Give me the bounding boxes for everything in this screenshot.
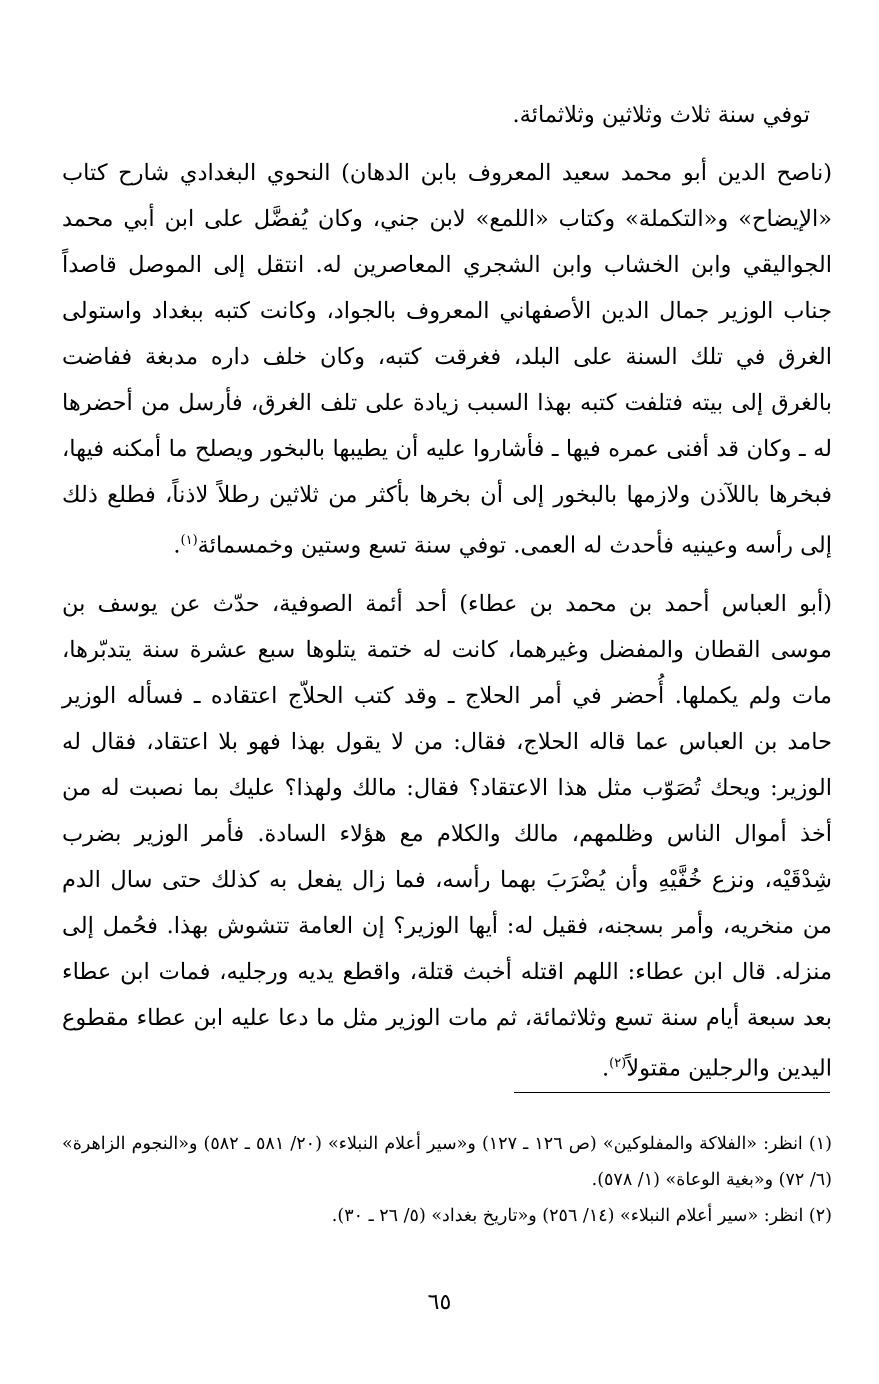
footnotes (62, 1126, 832, 1234)
footnote-2: (٢) انظر: «سير أعلام النبلاء» (١٤/ ٢٥٦) و«تاريخ بغداد» (٥/ ٢٦ ـ ٣٠). (331, 1206, 832, 1226)
footnote-ref-1[interactable]: (١) (180, 533, 198, 548)
paragraph-1-text: توفي سنة ثلاث وثلاثين وثلاثمائة. (512, 102, 810, 128)
paragraph-3-text: (أبو العباس أحمد بن محمد بن عطاء) أحد أئمة الصوفية، حدّث عن يوسف بن موسى القطان والمفضل وغيرهما، كانت له ختمة يتلوها سبع عشرة سنة يتدبّرها، مات ولم يكملها. أُحضر في أمر الحلاج ـ وقد كتب الحلاّج اعتقاده ـ فسأله الوزير حامد بن العباس عما قاله الحلاج، فقال: من لا يقول بهذا فهو بلا اعتقاد، فقال له الوزير: ويحك تُصَوّب مثل هذا الاعتقاد؟ فقال: مالك ولهذا؟ عليك بما نصبت له من أخذ أموال الناس وظلمهم، مالك والكلام مع هؤلاء السادة. فأمر الوزير بضرب شِدْقَيْه، ونزع خُفَّيْهِ وأن يُضْرَبَ بهما رأسه، فما زال يفعل به كذلك حتى سال الدم من منخريه، وأمر بسجنه، فقيل له: أيها الوزير؟ إن العامة تتشوش بهذا. فحُمل إلى منزله. قال ابن عطاء: اللهم اقتله أخبث قتلة، واقطع يديه ورجليه، فمات ابن عطاء بعد سبعة أيام سنة تسع وثلاثمائة، ثم مات الوزير مثل ما دعا عليه ابن عطاء مقطوع اليدين والرجلين مقتولاً (62, 590, 832, 1081)
page-number: ٦٥ (427, 1290, 452, 1315)
main-text (62, 92, 832, 1091)
paragraph-2-text: (ناصح الدين أبو محمد سعيد المعروف بابن الدهان) النحوي البغدادي شارح كتاب «الإيضاح» و«التكملة» وكتاب «اللمع» لابن جني، وكان يُفضَّل على ابن أبي محمد الجواليقي وابن الخشاب وابن الشجري المعاصرين له. انتقل إلى الموصل قاصداً جناب الوزير جمال الدين الأصفهاني المعروف بالجواد، وكانت كتبه ببغداد واستولى الغرق في تلك السنة على البلد، فغرقت كتبه، وكان خلف داره مدبغة ففاضت بالغرق إلى بيته فتلفت كتبه بهذا السبب زيادة على تلف الغرق، فأرسل من أحضرها له ـ وكان قد أفنى عمره فيها ـ فأشاروا عليه أن يطيبها بالبخور ويصلح ما أمكنه فيها، فبخرها باللآذن ولازمها بالبخور إلى أن بخرها بأكثر من ثلاثين رطلاً لاذناً، فطلع ذلك إلى رأسه وعينيه فأحدث له العمى. توفي سنة تسع وستين وخمسمائة (62, 160, 832, 559)
paragraph-3: (أبو العباس أحمد بن محمد بن عطاء) أحد أئمة الصوفية، حدّث عن يوسف بن موسى القطان والمفضل وغيرهما، كانت له ختمة يتلوها سبع عشرة سنة يتدبّرها، مات ولم يكملها. أُحضر في أمر الحلاج ـ وقد كتب الحلاّج اعتقاده ـ فسأله الوزير حامد بن العباس عما قاله الحلاج، فقال: من لا يقول بهذا فهو بلا اعتقاد، فقال له الوزير: ويحك تُصَوّب مثل هذا الاعتقاد؟ فقال: مالك ولهذا؟ عليك بما نصبت له من أخذ أموال الناس وظلمهم، مالك والكلام مع هؤلاء السادة. فأمر الوزير بضرب شِدْقَيْه، ونزع خُفَّيْهِ وأن يُضْرَبَ بهما رأسه، فما زال يفعل به كذلك حتى سال الدم من منخريه، وأمر بسجنه، فقيل له: أيها الوزير؟ إن العامة تتشوش بهذا. فحُمل إلى منزله. قال ابن عطاء: اللهم اقتله أخبث قتلة، واقطع يديه ورجليه، فمات ابن عطاء بعد سبعة أيام سنة تسع وثلاثمائة، ثم مات الوزير مثل ما دعا عليه ابن عطاء مقطوع اليدين والرجلين مقتولاً$^{(٢)}$. (62, 590, 832, 1081)
paragraph-2: (ناصح الدين أبو محمد سعيد المعروف بابن الدهان) النحوي البغدادي شارح كتاب «الإيضاح» و«التكملة» وكتاب «اللمع» لابن جني، وكان يُفضَّل على ابن أبي محمد الجواليقي وابن الخشاب وابن الشجري المعاصرين له. انتقل إلى الموصل قاصداً جناب الوزير جمال الدين الأصفهاني المعروف بالجواد، وكانت كتبه ببغداد واستولى الغرق في تلك السنة على البلد، فغرقت كتبه، وكان خلف داره مدبغة ففاضت بالغرق إلى بيته فتلفت كتبه بهذا السبب زيادة على تلف الغرق، فأرسل من أحضرها له ـ وكان قد أفنى عمره فيها ـ فأشاروا عليه أن يطيبها بالبخور ويصلح ما أمكنه فيها، فبخرها باللآذن ولازمها بالبخور إلى أن بخرها بأكثر من ثلاثين رطلاً لاذناً، فطلع ذلك إلى رأسه وعينيه فأحدث له العمى. توفي سنة تسع وستين وخمسمائة$^{(١)}$. (62, 160, 832, 559)
paragraph-1 (62, 92, 832, 138)
footnote-separator (514, 1092, 830, 1093)
footnote-1: (١) انظر: «الفلاكة والمفلوكين» (ص ١٢٦ ـ ١٢٧) و«سير أعلام النبلاء» (٢٠/ ٥٨١ ـ ٥٨٢) و«النجوم الزاهرة» (٦/ ٧٢) و«بغية الوعاة» (١/ ٥٧٨). (62, 1134, 832, 1190)
footnote-ref-2[interactable]: (٢) (609, 1055, 627, 1071)
